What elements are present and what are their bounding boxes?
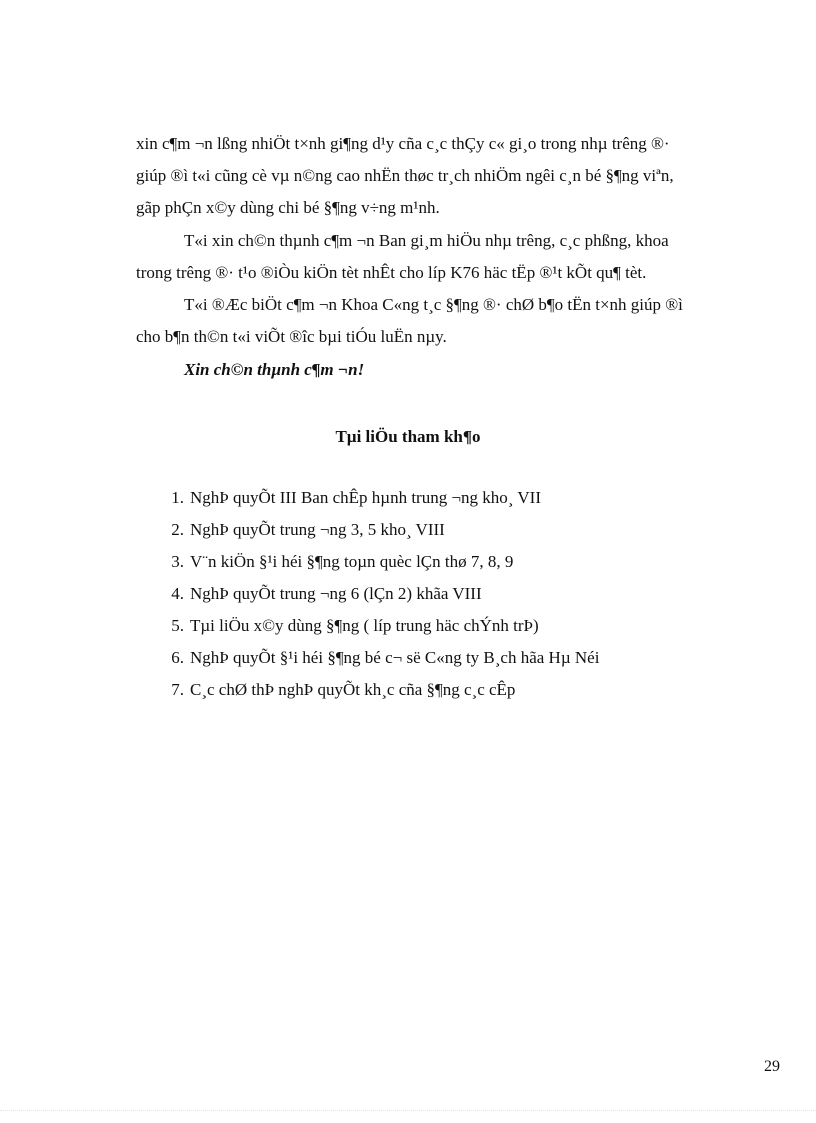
text-line: cho b¶n th©n t«i viÕt ®îc bµi tiÓu luËn nµy. [136, 327, 447, 346]
reference-number: 4. [171, 584, 184, 603]
reference-text: NghÞ quyÕt §¹i héi §¶ng bé c¬ së C«ng ty B¸ch hãa Hµ Néi [190, 648, 600, 667]
page-bottom-divider [0, 1110, 816, 1111]
reference-item [136, 514, 599, 546]
closing-thanks: Xin ch©n thµnh c¶m ¬n! [184, 360, 365, 379]
references-title: Tµi liÖu tham kh¶o [335, 427, 481, 446]
text-line: T«i ®Æc biÖt c¶m ¬n Khoa C«ng t¸c §¶ng ®· chØ b¶o tËn t×nh giúp ®ì [184, 295, 683, 314]
paragraph-thanks-school [136, 225, 758, 289]
reference-item [136, 674, 599, 706]
text-line: trong trêng ®· t¹o ®iÒu kiÖn tèt nhÊt cho líp K76 häc tËp ®¹t kÕt qu¶ tèt. [136, 263, 647, 282]
reference-item [136, 610, 599, 642]
reference-number: 2. [171, 520, 184, 539]
reference-item [136, 578, 599, 610]
reference-number: 6. [171, 648, 184, 667]
reference-number: 5. [171, 616, 184, 635]
reference-text: V¨n kiÖn §¹i héi §¶ng toµn quèc lÇn thø 7, 8, 9 [190, 552, 514, 571]
reference-text: C¸c chØ thÞ nghÞ quyÕt kh¸c cña §¶ng c¸c cÊp [190, 680, 516, 699]
reference-item [136, 546, 599, 578]
text-line: xin c¶m ¬n lßng nhiÖt t×nh gi¶ng d¹y cña c¸c thÇy c« gi¸o trong nhµ trêng ®· [136, 134, 670, 153]
text-line: giúp ®ì t«i cũng cè vµ n©ng cao nhËn thøc tr¸ch nhiÖm ngêi c¸n bé §¶ng viªn, [136, 166, 674, 185]
paragraph-thanks-teachers [136, 128, 758, 224]
reference-item [136, 642, 599, 674]
reference-number: 3. [171, 552, 184, 571]
references-list [136, 482, 599, 706]
reference-number: 1. [171, 488, 184, 507]
reference-text: NghÞ quyÕt trung ¬ng 3, 5 kho¸ VIII [190, 520, 445, 539]
text-line: T«i xin ch©n thµnh c¶m ¬n Ban gi¸m hiÖu nhµ trêng, c¸c phßng, khoa [184, 231, 669, 250]
reference-number: 7. [171, 680, 184, 699]
reference-text: NghÞ quyÕt III Ban chÊp hµnh trung ¬ng kho¸ VII [190, 488, 541, 507]
reference-item [136, 482, 599, 514]
paragraph-thanks-faculty [136, 289, 758, 353]
page-number: 29 [764, 1058, 780, 1075]
text-line: gãp phÇn x©y dùng chi bé §¶ng v÷ng m¹nh. [136, 198, 440, 217]
reference-text: Tµi liÖu x©y dùng §¶ng ( líp trung häc chÝnh trÞ) [190, 616, 539, 635]
reference-text: NghÞ quyÕt trung ¬ng 6 (lÇn 2) khãa VIII [190, 584, 482, 603]
